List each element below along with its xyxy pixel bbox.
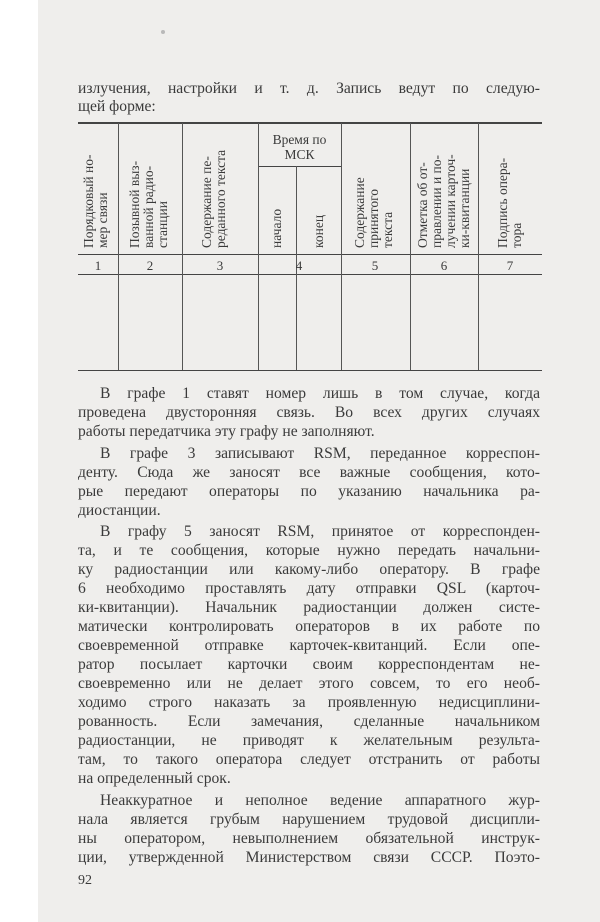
header-col-7: Подпись опера- тора: [495, 157, 524, 248]
column-number: 5: [371, 258, 379, 273]
body-line: 6 необходимо проставлять дату отправки QSL (карточ-: [78, 580, 540, 597]
header-col-4-group: Время по МСК: [272, 132, 327, 162]
body-line: нала является грубым нарушением трудовой дисципли-: [78, 811, 540, 828]
column-number: 7: [506, 258, 514, 273]
column-number: 6: [440, 258, 448, 273]
col-divider: [410, 123, 411, 370]
body-line: та, и те сообщения, которые нужно передать начальни-: [78, 542, 540, 559]
journal-form-table: [78, 118, 542, 372]
body-line: радиостанции, не приводят к желательным результа-: [78, 732, 540, 749]
body-line: В графу 5 заносят RSM, принятое от корреспонден-: [100, 523, 540, 540]
column-number: 2: [146, 258, 154, 273]
body-line: диостанции.: [78, 502, 161, 519]
body-line: рованность. Если замечания, сделанные начальником: [78, 713, 540, 730]
col-divider: [478, 123, 479, 370]
body-line: денту. Сюда же заносят все важные сообщения, кото-: [78, 464, 540, 481]
body-line: матически контролировать операторов в их работе по: [78, 618, 540, 635]
body-line: ции, утвержденной Министерством связи СССР. Поэто-: [78, 849, 540, 866]
header-col-2: Позывной выз- ванной радио- станции: [127, 160, 170, 248]
table-bottom-rule: [78, 370, 542, 371]
intro-line-1: излучения, настройки и т. д. Запись ведут по следую-: [78, 80, 540, 97]
body-line: проведена двусторонняя связь. Во всех других случаях: [78, 404, 540, 421]
intro-line-2: щей форме:: [78, 98, 156, 115]
header-col-3: Содержание пе- реданного текста: [199, 149, 228, 248]
table-top-rule: [78, 122, 542, 124]
scan-speck: [161, 30, 165, 34]
column-number: 4: [295, 258, 303, 273]
body-line: на определенный срок.: [78, 770, 231, 787]
col-divider: [118, 123, 119, 370]
header-col-5: Содержание принятого текста: [352, 177, 395, 248]
body-line: работы передатчика эту графу не заполняют.: [78, 423, 375, 440]
body-line: там, то такого оператора следует отстранить от работы: [78, 751, 540, 768]
body-line: Неаккуратное и неполное ведение аппаратного жур-: [100, 792, 540, 809]
body-line: В графе 3 записывают RSM, переданное корреспон-: [100, 445, 540, 462]
column-number: 3: [216, 258, 224, 273]
col-divider: [341, 123, 342, 370]
col-divider: [182, 123, 183, 370]
body-line: В графе 1 ставят номер лишь в том случае, когда: [100, 385, 540, 402]
body-line: ратор посылает карточки своим корреспондентам не-: [78, 656, 540, 673]
body-line: своевременно или не делает этого совсем, то его необ-: [78, 675, 540, 692]
body-line: рые передают операторы по указанию начальника ра-: [78, 483, 540, 500]
page-number: 92: [78, 873, 92, 888]
header-col-1: Порядковый но- мер связи: [81, 154, 110, 248]
numbers-bottom-rule: [78, 274, 542, 275]
header-col-4-start: начало: [269, 208, 284, 248]
header-col-4-end: конец: [311, 214, 326, 248]
body-line: ку радиостанции или какому-либо оператору. В графе: [78, 561, 540, 578]
body-line: ны оператором, невыполнением обязательной инструк-: [78, 830, 540, 847]
header-bottom-rule: [78, 254, 542, 255]
body-line: ки-квитанции). Начальник радиостанции должен систе-: [78, 599, 540, 616]
header-col-6: Отметка об от- правлении и по- лучении карточ- ки-квитанции: [415, 154, 472, 248]
time-group-rule: [258, 166, 341, 167]
column-number: 1: [94, 258, 102, 273]
body-line: ходимо строго наказать за проявленную недисциплини-: [78, 694, 540, 711]
body-line: своевременной отправке карточек-квитанций. Если опе-: [78, 637, 540, 654]
